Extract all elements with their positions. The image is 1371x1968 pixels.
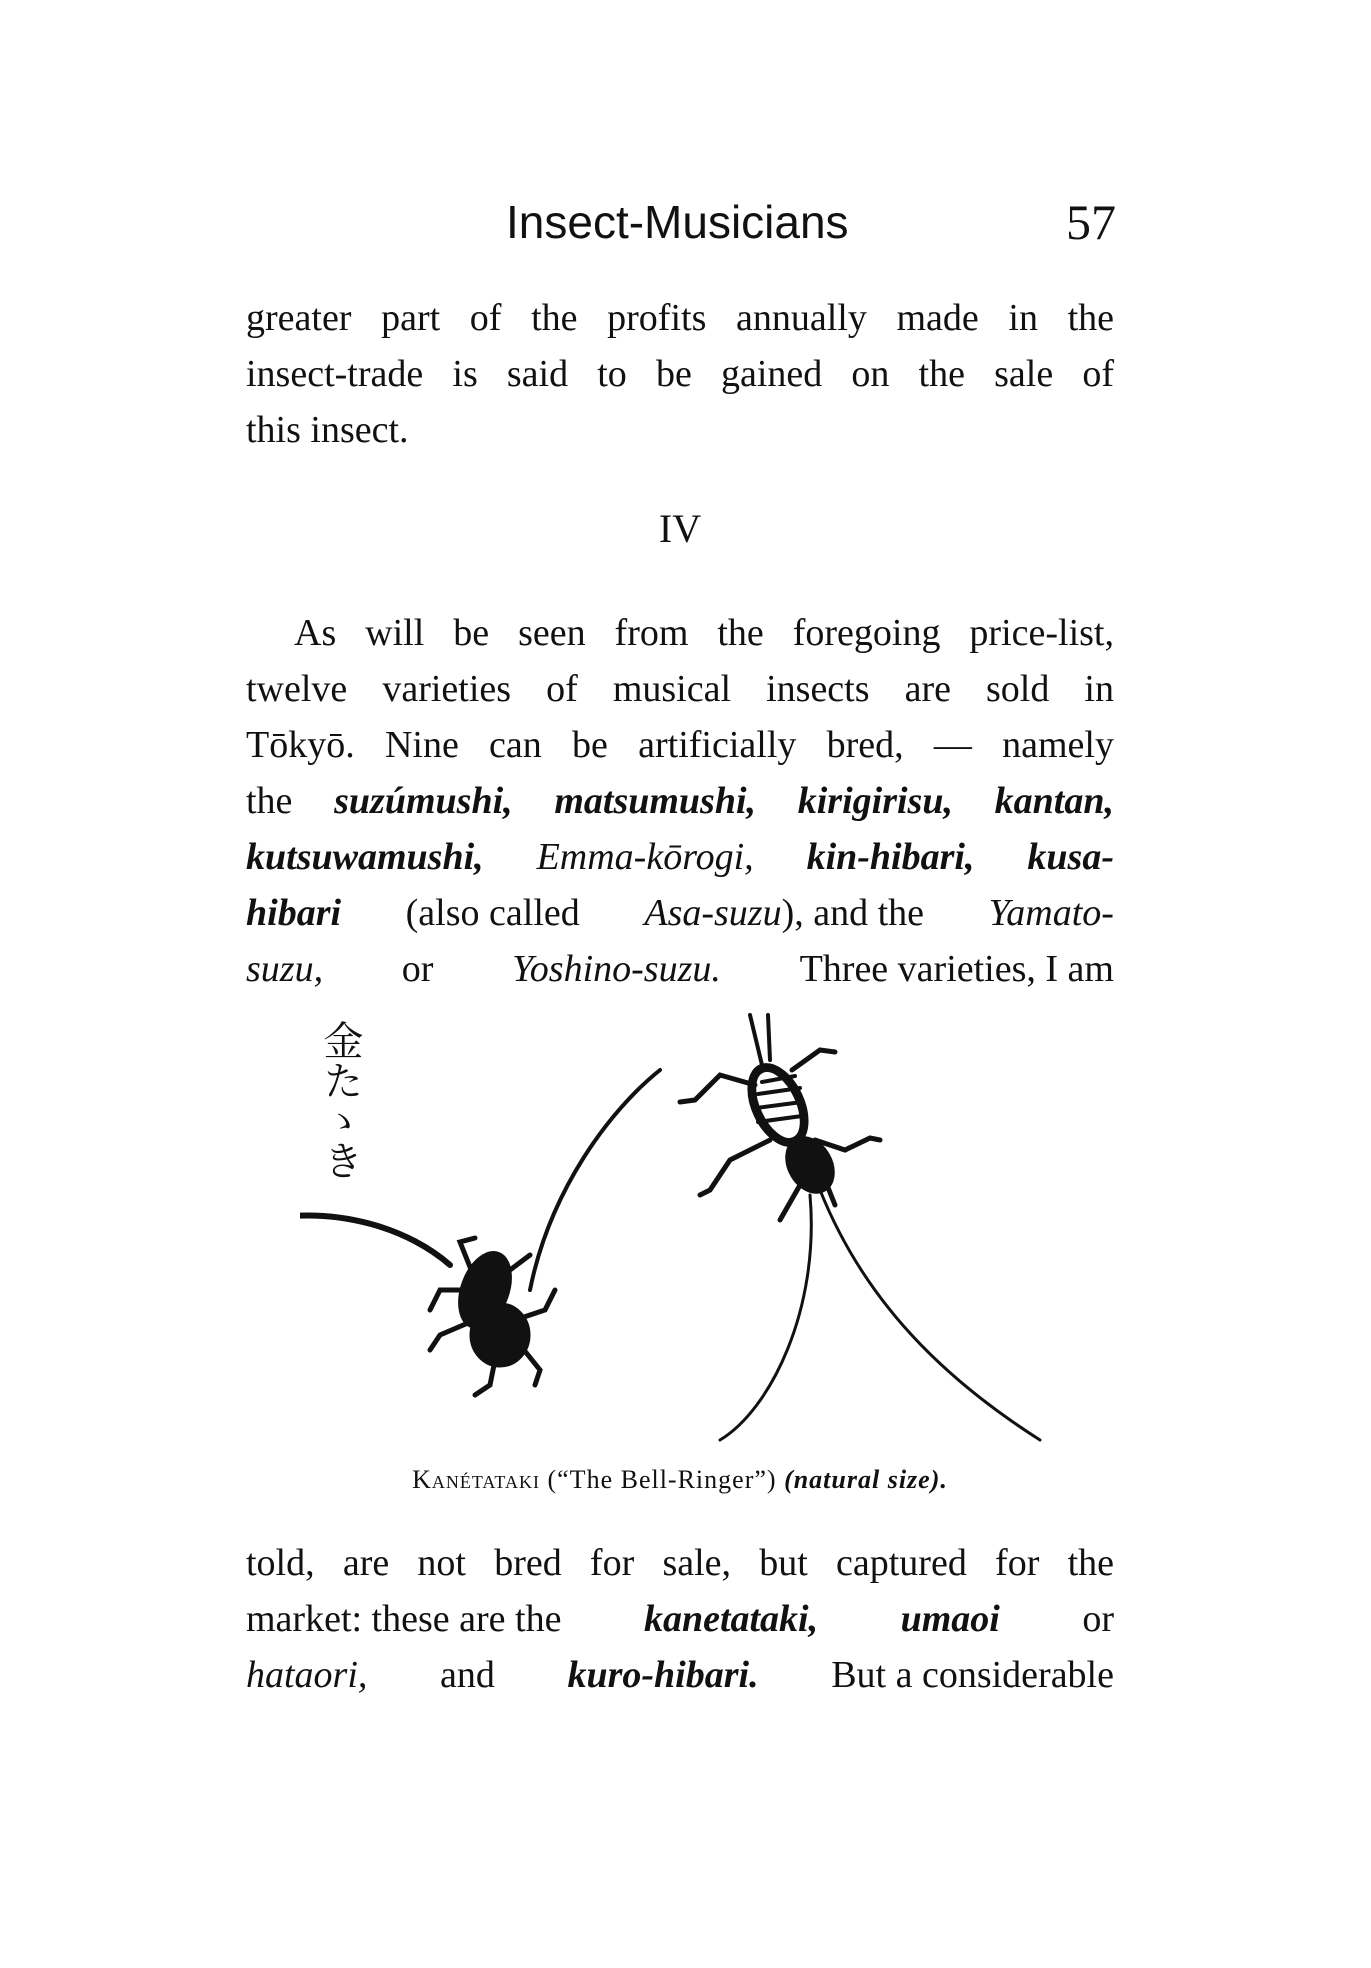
bell-ringer-drawing	[300, 990, 1160, 1470]
text-line	[246, 1591, 1114, 1647]
insect-name: kin-hibari,	[806, 836, 975, 878]
upper-cricket	[680, 1015, 1040, 1440]
text-line: insect-trade is said to be gained on the sale of	[246, 353, 1114, 395]
text-line: twelve varieties of musical insects are sold in	[246, 668, 1114, 710]
insect-name: kantan,	[994, 780, 1114, 822]
running-title: Insect-Musicians	[506, 196, 849, 248]
word: the	[246, 780, 293, 822]
paragraph-captured-insects	[246, 1535, 1114, 1703]
word: or	[1082, 1598, 1114, 1640]
paragraph-continued	[246, 290, 1114, 458]
insect-name: kusa-	[1027, 836, 1114, 878]
insect-name: kuro-hibari.	[567, 1654, 759, 1696]
illustration-caption	[246, 1465, 1114, 1495]
page-number: 57	[1066, 194, 1116, 250]
text-line	[246, 773, 1114, 829]
insect-name: kutsuwamushi,	[246, 836, 484, 878]
insect-name: Emma-kōrogi,	[536, 836, 754, 878]
text-line: greater part of the profits annually made in the	[246, 297, 1114, 339]
running-head	[246, 195, 1116, 255]
section-heading: IV	[658, 506, 702, 551]
insect-name: suzu,	[246, 948, 324, 990]
text-line: Tōkyō. Nine can be artificially bred, — namely	[246, 724, 1114, 766]
text-fragment: (also called	[405, 892, 580, 934]
text-line: As will be seen from the foregoing price-list,	[294, 612, 1114, 654]
word: or	[401, 948, 434, 990]
text-line	[246, 829, 1114, 885]
text-fragment: Three varieties, I am	[799, 948, 1114, 990]
lower-cricket	[300, 1216, 555, 1395]
text-fragment	[644, 885, 924, 941]
caption-subtitle: (“The Bell-Ringer”)	[547, 1465, 777, 1494]
insect-name: Yoshino-suzu.	[512, 948, 721, 990]
caption-title: Kanétataki	[412, 1465, 540, 1494]
insect-illustration	[300, 990, 1160, 1470]
insect-name: kanetataki,	[643, 1598, 819, 1640]
word: and	[440, 1654, 495, 1696]
text-line	[246, 885, 1114, 941]
insect-name: Yamato-	[988, 892, 1114, 934]
insect-name: matsumushi,	[554, 780, 757, 822]
text-line: this insect.	[246, 409, 409, 451]
insect-name: suzúmushi,	[334, 780, 513, 822]
paragraph-insect-varieties	[246, 605, 1114, 997]
text-fragment: ), and the	[781, 892, 925, 934]
antenna-curve	[530, 1070, 660, 1290]
caption-note: (natural size).	[784, 1465, 948, 1494]
insect-name: kirigirisu,	[797, 780, 953, 822]
vertical-inscription: 金たゝき	[317, 1020, 363, 1180]
insect-name: hataori,	[246, 1654, 368, 1696]
insect-name: Asa-suzu	[644, 892, 782, 934]
insect-name: umaoi	[900, 1598, 1000, 1640]
text-fragment: market: these are the	[246, 1598, 562, 1640]
text-line	[246, 941, 1114, 997]
text-line	[246, 1647, 1114, 1703]
insect-name: hibari	[246, 892, 342, 934]
text-fragment: But a considerable	[831, 1654, 1114, 1696]
text-line: told, are not bred for sale, but captured for the	[246, 1542, 1114, 1584]
